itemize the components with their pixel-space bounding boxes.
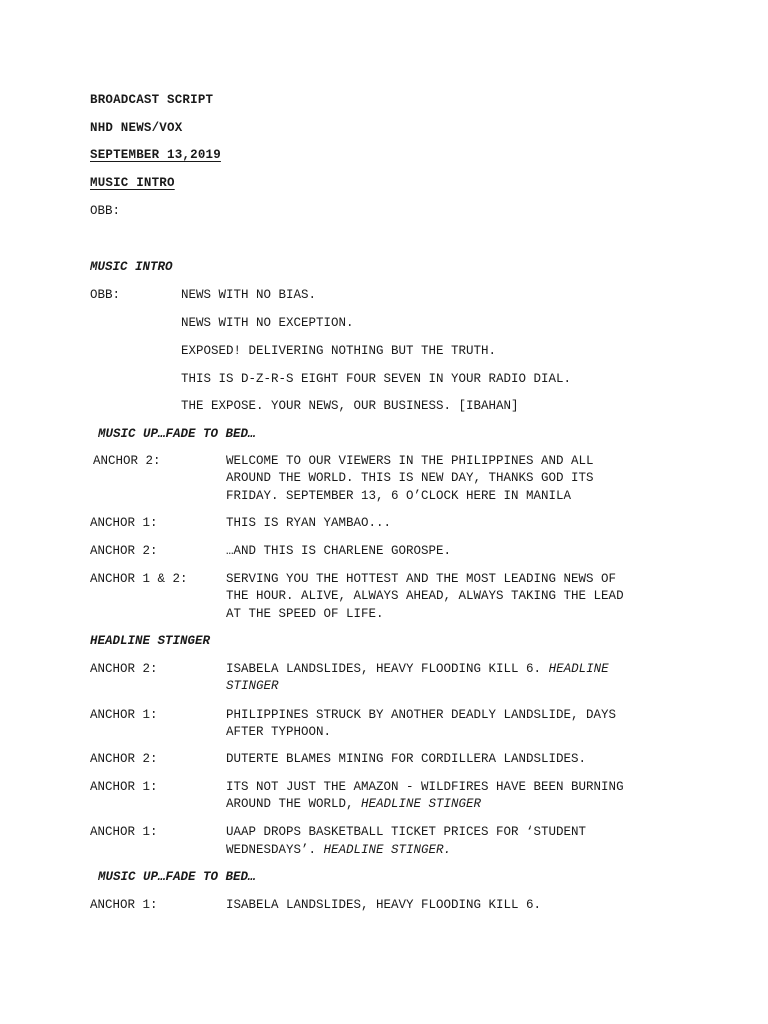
speaker-label: ANCHOR 2: (93, 454, 161, 468)
obb-line: NEWS WITH NO EXCEPTION. (181, 316, 354, 330)
headline-line: STINGER (226, 679, 279, 693)
headline-line: DUTERTE BLAMES MINING FOR CORDILLERA LANDSLIDES. (226, 752, 587, 766)
headline-line: AFTER TYPHOON. (226, 725, 332, 739)
speaker-label: ANCHOR 1: (90, 780, 158, 794)
speaker-label: ANCHOR 1: (90, 708, 158, 722)
speaker-label: ANCHOR 1 & 2: (90, 572, 188, 586)
obb-heading: OBB: (90, 204, 121, 218)
speaker-label: ANCHOR 2: (90, 544, 158, 558)
dialogue-text: WELCOME TO OUR VIEWERS IN THE PHILIPPINES AND ALL AROUND THE WORLD. THIS IS NEW DAY, THANKS GOD ITS FRIDAY. SEPTEMBER 13, 6 O’CLOCK HERE IN MANILA (226, 454, 594, 503)
headline-line: PHILIPPINES STRUCK BY ANOTHER DEADLY LANDSLIDE, DAYS (226, 708, 617, 722)
obb-label: OBB: (90, 288, 121, 302)
headline-line: ITS NOT JUST THE AMAZON - WILDFIRES HAVE BEEN BURNING (226, 780, 624, 794)
speaker-label: ANCHOR 2: (90, 752, 158, 766)
headline-line: AROUND THE WORLD, HEADLINE STINGER (226, 797, 482, 811)
headline-line: UAAP DROPS BASKETBALL TICKET PRICES FOR ‘STUDENT (226, 825, 587, 839)
dialogue-text: ISABELA LANDSLIDES, HEAVY FLOODING KILL 6. (226, 898, 542, 912)
script-title: BROADCAST SCRIPT (90, 93, 214, 107)
obb-line: THIS IS D-Z-R-S EIGHT FOUR SEVEN IN YOUR RADIO DIAL. (181, 372, 572, 386)
headline-line: WEDNESDAYS’. HEADLINE STINGER. (226, 843, 452, 857)
music-intro-heading: MUSIC INTRO (90, 176, 175, 190)
obb-line: NEWS WITH NO BIAS. (181, 288, 317, 302)
dialogue-text: SERVING YOU THE HOTTEST AND THE MOST LEADING NEWS OF THE HOUR. ALIVE, ALWAYS AHEAD, ALWAYS TAKING THE LEAD AT THE SPEED OF LIFE. (226, 572, 624, 621)
speaker-label: ANCHOR 1: (90, 825, 158, 839)
speaker-label: ANCHOR 2: (90, 662, 158, 676)
broadcast-date: SEPTEMBER 13,2019 (90, 148, 221, 162)
cue-music-intro: MUSIC INTRO (90, 260, 173, 274)
station-name: NHD NEWS/VOX (90, 121, 183, 135)
cue-music-up: MUSIC UP…FADE TO BED… (98, 870, 256, 884)
headline-line: ISABELA LANDSLIDES, HEAVY FLOODING KILL 6. HEADLINE (226, 662, 609, 676)
dialogue-text: THIS IS RYAN YAMBAO... (226, 516, 392, 530)
cue-music-up: MUSIC UP…FADE TO BED… (98, 427, 256, 441)
cue-headline-stinger: HEADLINE STINGER (90, 634, 211, 648)
dialogue-text: …AND THIS IS CHARLENE GOROSPE. (226, 544, 452, 558)
obb-line: EXPOSED! DELIVERING NOTHING BUT THE TRUTH. (181, 344, 497, 358)
obb-line: THE EXPOSE. YOUR NEWS, OUR BUSINESS. [IBAHAN] (181, 399, 519, 413)
speaker-label: ANCHOR 1: (90, 516, 158, 530)
speaker-label: ANCHOR 1: (90, 898, 158, 912)
